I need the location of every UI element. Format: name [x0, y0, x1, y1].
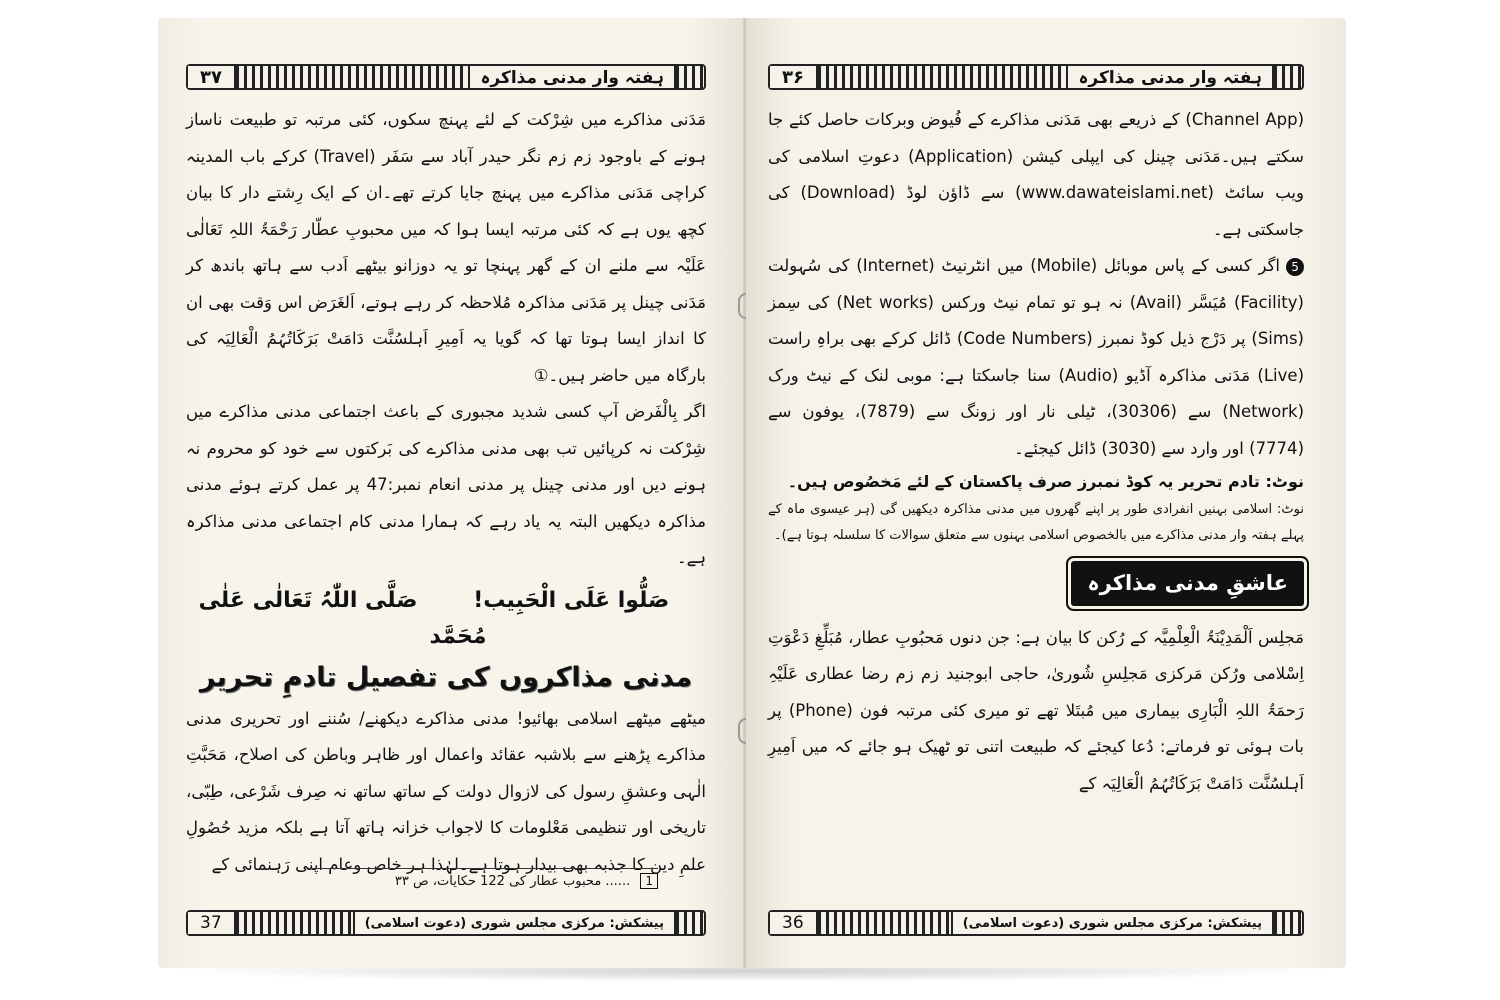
page-37-header: [186, 64, 706, 90]
page-37-footer-number: 37: [188, 912, 236, 934]
paragraph: [768, 248, 1304, 467]
page-37-footer: [186, 910, 706, 936]
footnote: [308, 868, 658, 889]
paragraph: اگر بِالْفَرض آپ کسی شدید مجبوری کے باعث اجتماعی مدنی مذاکرے میں شِرْکت نہ کرپائیں تب بھی مدنی مذاکرے کی بَرکتوں سے خود کو محروم نہ ہونے دیں اور مدنی چینل پر مدنی انعام نمبر:47 پر عمل کرتے ہوئے مدنی مذاکرہ دیکھیں البتہ یہ یاد رہے کہ ہمارا مدنی کام اجتماعی مدنی مذاکرہ ہے۔: [186, 402, 706, 567]
paragraph-text: اگر کسی کے پاس موبائل (Mobile) میں انٹرنیٹ (Internet) کی سُہولت (Facility) مُیَسَّر (Avail) نہ ہو تو تمام نیٹ ورکس (Net works) کی سِمز (Sims) پر دَرْج ذیل کوڈ نمبرز (Code Numbers) ڈائل کرکے بھی براہِ راست (Live) مَدَنی مذاکرہ آڈیو (Audio) سنا جاسکتا ہے: موبی لنک کے نیٹ ورک (Network) سے (30306)، ٹیلی نار اور زونگ سے (7879)، یوفون سے (7774) اور وارد سے (3030) ڈائل کیجئے۔: [768, 256, 1304, 458]
page-36: [746, 18, 1346, 968]
paragraph: مَجلِس اَلْمَدِیْنَۃُ الْعِلْمِیَّہ کے رُکن کا بیان ہے: جن دنوں مَحبُوبِ عطار، مُبَلِّغِ دَعْوَتِ اِسْلامی ورُکن مَرکزی مَجلِسِ شُوریٰ، حاجی ابوجنید زم زم رضا عطاری عَلَیْہِ رَحمَۃُ اللہِ الْبَارِی بیماری میں مُبتَلا تھے تو میری کئی مرتبہ فون (Phone) پر بات ہوئی تو فرماتے: دُعا کیجئے کہ طبیعت اتنی تو ٹھیک ہو جائے کہ میں اَمِیرِ اَہلسُنَّت دَامَتْ بَرَکَاتُہُمُ الْعَالِیَہ کے: [768, 627, 1304, 793]
open-booklet: [158, 18, 1348, 978]
page-37-footer-label: پیشکش: مرکزی مجلس شوری (دعوت اسلامی): [353, 912, 676, 934]
salawat-response: صَلَّی اللّٰہُ تَعَالٰی عَلٰی مُحَمَّد: [198, 587, 487, 649]
page-36-footer-label: پیشکش: مرکزی مجلس شوری (دعوت اسلامی): [951, 912, 1274, 934]
page-36-body: [768, 102, 1304, 802]
salawat-call: صَلُّوا عَلَی الْحَبِیب!: [473, 587, 670, 613]
page-36-footer: [768, 910, 1304, 936]
page-36-footer-number: 36: [770, 912, 818, 934]
item-number-badge: 5: [1286, 258, 1304, 276]
note-islamic-sisters: نوٹ: اسلامی بہنیں انفرادی طور پر اپنے گھروں میں مدنی مذاکرہ دیکھیں گی (ہر عیسوی ماہ کے پہلے ہفتہ وار مدنی مذاکرے میں بالخصوص اسلامی بہنوں سے متعلق سوالات کا سلسلہ ہوتا ہے)۔: [768, 502, 1304, 543]
page-36-header-title: ہفتہ وار مدنی مذاکرہ: [1066, 66, 1274, 88]
salawat-line: [186, 583, 706, 655]
footnote-text: ...... محبوب عطار کی 122 حکایات، ص ۳۳: [394, 874, 631, 889]
page-37-header-number: ۳۷: [188, 66, 236, 88]
note-codes-pakistan: نوٹ: تادم تحریر یہ کوڈ نمبرز صرف پاکستان کے لئے مَخصُوص ہیں۔: [787, 472, 1304, 491]
page-36-header-number: ۳۶: [770, 66, 818, 88]
paragraph: میٹھے میٹھے اسلامی بھائیو! مدنی مذاکرے دیکھنے/ سُننے اور تحریری مدنی مذاکرے پڑھنے سے بلاشبہ عقائد واعمال اور ظاہر وباطن کی اصلاح، مَحَبَّتِ الٰہی وعشقِ رسول کی لازوال دولت کے ساتھ ساتھ نہ صِرف شَرْعی، طِبّی، تاریخی اور تنظیمی مَعْلومات کا لاجواب خزانہ ہاتھ آتا ہے بلکہ مزید حُصُولِ علمِ دین کا جذبہ بھی بیدار ہوتا ہے۔لہٰذا ہر خاص وعام اپنی رَہنمائی کے: [186, 708, 706, 874]
page-37-header-title: ہفتہ وار مدنی مذاکرہ: [468, 66, 676, 88]
paragraph: مَدَنی مذاکرے میں شِرْکت کے لئے پہنچ سکوں، کئی مرتبہ تو طبیعت ناساز ہونے کے باوجود زم زم نگر حیدر آباد سے سَفَر (Travel) کرکے باب المدینہ کراچی مَدَنی مذاکرے میں پہنچ جایا کرتے تھے۔ان کے ایک رِشتے دار کا بیان کچھ یوں ہے کہ کئی مرتبہ ایسا ہوا کہ میں محبوبِ عطّار رَحْمَۃُ اللہِ تَعَالٰی عَلَیْہ سے ملنے ان کے گھر پہنچا تو یہ دوزانو بیٹھے اَدب سے ہاتھ باندھ کر مَدَنی چینل پر مَدَنی مذاکرہ مُلاحظہ کر رہے ہوتے، اَلغَرَض اس وَقت بھی ان کا انداز ایسا ہوتا تھا کہ گویا یہ اَمِیرِ اَہلسُنَّت دَامَتْ بَرَکَاتُہُمُ الْعَالِیَہ کی بارگاہ میں حاضر ہیں۔①: [186, 110, 707, 385]
page-37: [158, 18, 746, 968]
paragraph: (Channel App) کے ذریعے بھی مَدَنی مذاکرے کے فُیوض وبرکات حاصل کئے جا سکتے ہیں۔مَدَنی چینل کی ایپلی کیشن (Application) دعوتِ اسلامی کی ویب سائٹ (www.dawateislami.net) سے ڈاؤن لوڈ (Download) کی جاسکتی ہے۔: [768, 110, 1304, 239]
section-tag: عاشقِ مدنی مذاکرہ: [1071, 561, 1304, 606]
page-37-body: [186, 102, 706, 883]
section-heading: مدنی مذاکروں کی تفصیل تادمِ تحریر: [199, 661, 693, 693]
footnote-marker: 1: [640, 873, 658, 889]
page-36-header: [768, 64, 1304, 90]
